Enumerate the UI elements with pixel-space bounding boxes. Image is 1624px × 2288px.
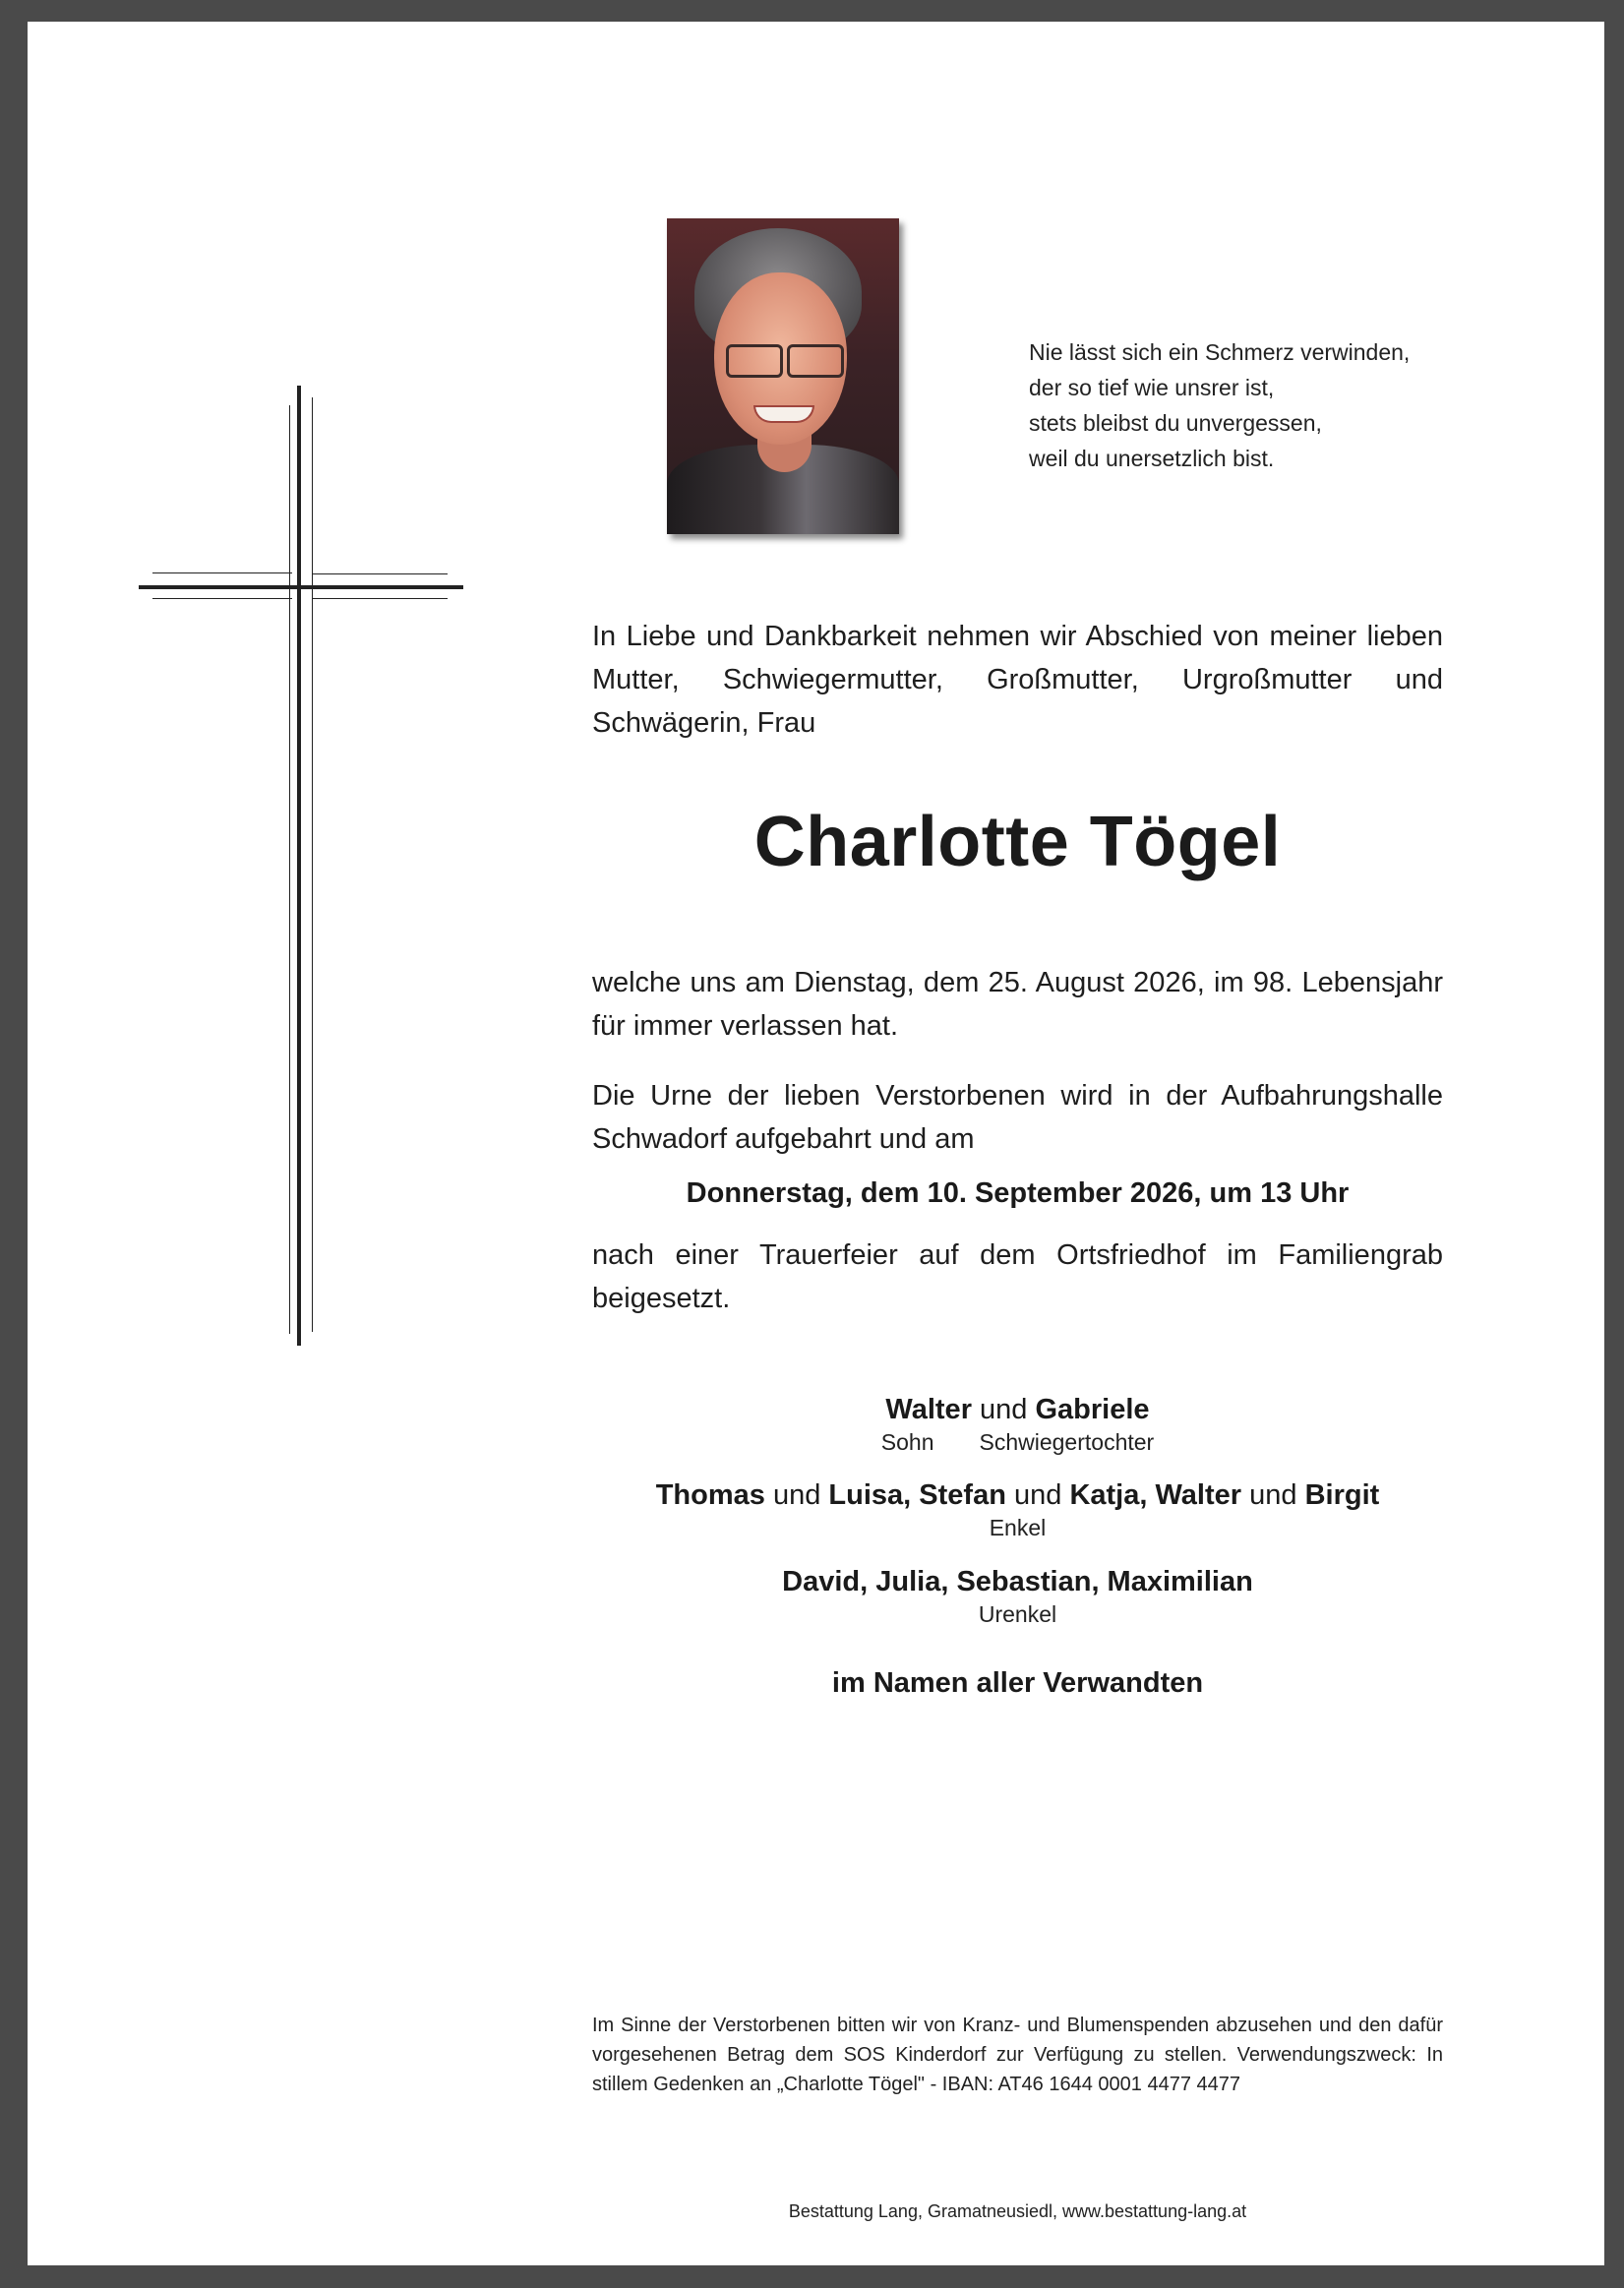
family-name: Luisa,: [828, 1479, 912, 1511]
family-connector: und: [1013, 1479, 1062, 1511]
family-name: Stefan: [919, 1479, 1006, 1511]
donation-note: Im Sinne der Verstorbenen bitten wir von Kranz- und Blumenspenden abzusehen und den dafür vorgesehenen Betrag dem SOS Kinderdorf zur Verfügung zu stellen. Verwendungszweck: In stillem Gedenken an „Charlotte Tögel" - IBAN: AT46 1644 0001 4477 4477: [592, 2015, 1443, 2095]
verse-line: Nie lässt sich ein Schmerz verwinden,: [1029, 339, 1411, 365]
family-name: Thomas: [655, 1479, 765, 1511]
family-children: [592, 1392, 1443, 1457]
intro-text: In Liebe und Dankbarkeit nehmen wir Abschied von meiner lieben Mutter, Schwiegermutter, Großmutter, Urgroßmutter und Schwägerin, Frau: [592, 621, 1443, 739]
family-name: David, Julia, Sebastian, Maximilian: [782, 1566, 1253, 1597]
urn-text: Die Urne der lieben Verstorbenen wird in der Aufbahrungshalle Schwadorf aufgebahrt und am: [592, 1080, 1443, 1155]
family-connector: und: [772, 1479, 821, 1511]
family-role: Sohn: [880, 1429, 934, 1455]
family-name: Birgit: [1304, 1479, 1380, 1511]
family-great-grandchildren: [592, 1564, 1443, 1629]
verse-line: weil du unersetzlich bist.: [1029, 446, 1275, 471]
verse-line: der so tief wie unsrer ist,: [1029, 375, 1275, 400]
verse-line: stets bleibst du unvergessen,: [1029, 410, 1322, 436]
family-name: Katja,: [1069, 1479, 1148, 1511]
family-connector: und: [1249, 1479, 1297, 1511]
closing-line: im Namen aller Verwandten: [831, 1667, 1204, 1699]
family-role: Schwiegertochter: [979, 1429, 1155, 1455]
funeral-home-footer: Bestattung Lang, Gramatneusiedl, www.bestattung-lang.at: [788, 2201, 1247, 2221]
family-role: Urenkel: [978, 1601, 1057, 1627]
death-text: welche uns am Dienstag, dem 25. August 2026, im 98. Lebensjahr für immer verlassen hat.: [592, 967, 1443, 1042]
obituary-sheet: [28, 22, 1604, 2265]
deceased-name: Charlotte Tögel: [753, 803, 1282, 881]
portrait-photo: [667, 218, 899, 534]
ceremony-date: Donnerstag, dem 10. September 2026, um 13 Uhr: [686, 1177, 1350, 1209]
family-name: Gabriele: [1035, 1394, 1150, 1425]
burial-text: nach einer Trauerfeier auf dem Ortsfriedhof im Familiengrab beigesetzt.: [592, 1239, 1443, 1314]
family-name: Walter: [1155, 1479, 1242, 1511]
family-name: Walter: [885, 1394, 972, 1425]
memorial-verse: [1029, 334, 1462, 476]
family-connector: und: [980, 1394, 1028, 1425]
family-role: Enkel: [989, 1515, 1047, 1540]
family-grandchildren: [592, 1477, 1443, 1542]
